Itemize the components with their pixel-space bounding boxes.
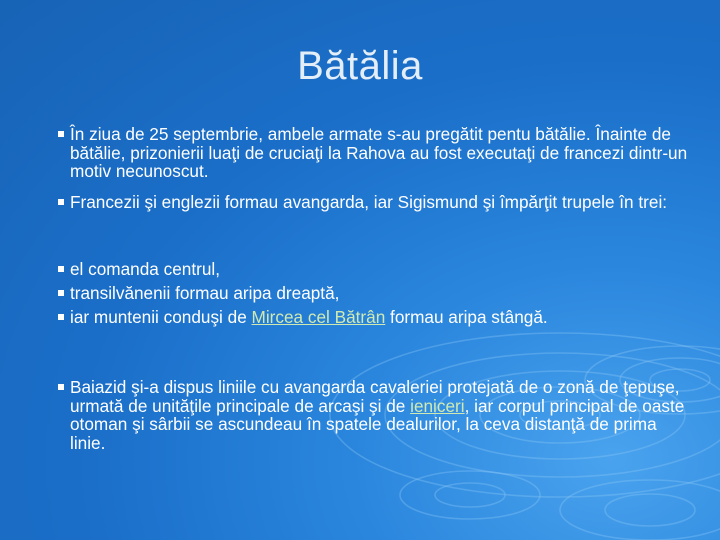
bullet-text: el comanda centrul, (70, 259, 220, 279)
bullet-text: În ziua de 25 septembrie, ambele armate s-au pregătit pentu bătălie. Înainte de bătălie, prizonierii luaţi de cruciaţi la Rahova au fost executaţi de francezi dintr-un motiv necunoscut. (70, 124, 688, 182)
text-before-link: Baiazid şi-a dispus liniile cu avangarda cavaleriei protejată de o zonă de ţepuşe, urmată de unităţile principale de arcaşi şi de (70, 377, 680, 416)
square-bullet-icon (58, 290, 64, 296)
square-bullet-icon (58, 199, 64, 205)
ieniceri-link[interactable]: ieniceri (410, 395, 465, 416)
bullet-text: transilvănenii formau aripa dreaptă, (70, 283, 340, 303)
bullet-text (70, 378, 690, 452)
text-before-link: iar muntenii conduşi de (70, 307, 252, 327)
mircea-cel-batran-link[interactable]: Mircea cel Bătrân (251, 307, 386, 327)
text-after-link: formau aripa stângă. (385, 307, 548, 327)
slide-title: Bătălia (297, 44, 423, 88)
square-bullet-icon (58, 266, 64, 272)
text-after-link: , iar corpul principal de oaste otoman şi sârbii se ascundeau în spatele dealurilor, la ceva distanţă de prima linie. (70, 395, 685, 453)
square-bullet-icon (58, 131, 64, 137)
bullet-text (70, 308, 690, 327)
square-bullet-icon (58, 384, 64, 390)
bullet-text: Francezii şi englezii formau avangarda, iar Sigismund şi împărţit trupele în trei: (70, 192, 668, 212)
square-bullet-icon (58, 314, 64, 320)
